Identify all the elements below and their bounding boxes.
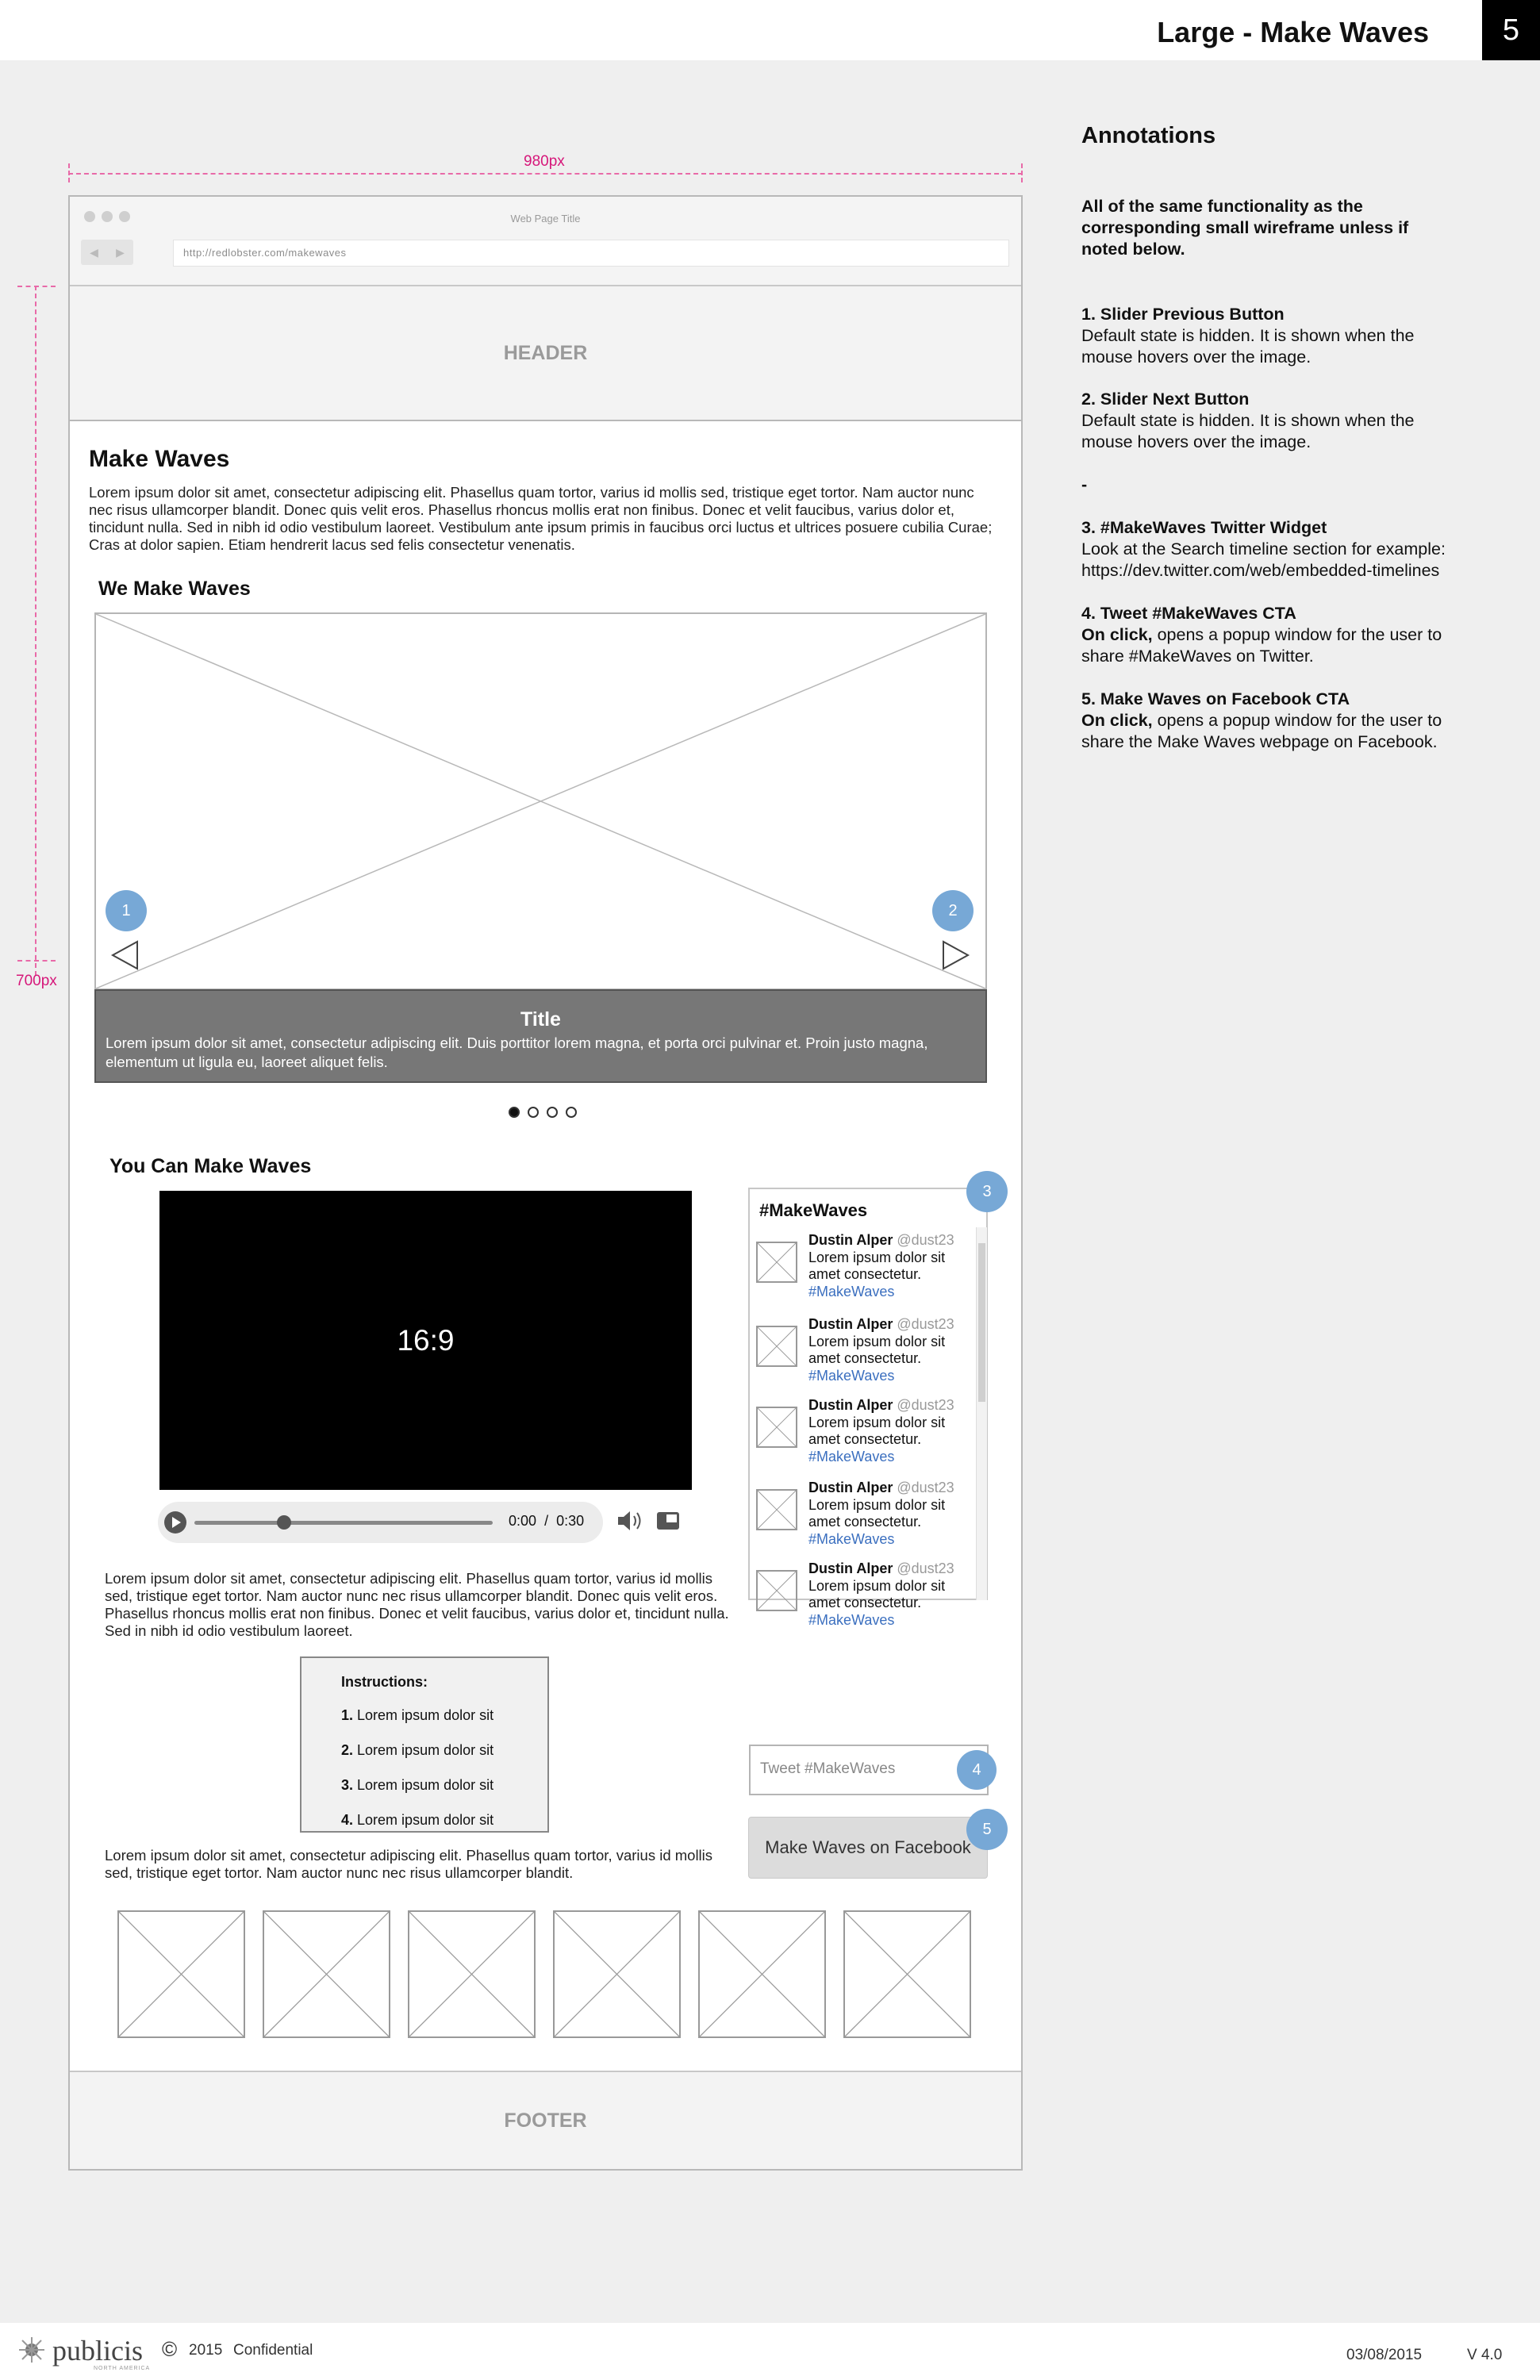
hashtag-link[interactable]: #MakeWaves (808, 1367, 895, 1384)
document-version: V 4.0 (1467, 2347, 1503, 2363)
avatar-placeholder (756, 1407, 797, 1448)
slider-caption (94, 989, 987, 1083)
annotation-badge-4: 4 (957, 1750, 997, 1790)
width-dimension-tick (1021, 163, 1023, 182)
intro-heading: Make Waves (89, 446, 230, 472)
avatar-placeholder (756, 1489, 797, 1530)
slider-pagination-dot[interactable] (547, 1107, 558, 1118)
volume-icon[interactable] (616, 1507, 644, 1534)
caption-text: Lorem ipsum dolor sit amet, consectetur adipiscing elit. Duis porttitor lorem magna, et porta orci pulvinar et. Proin justo magna, elementum ut ligula eu, laoreet aliquet felis. (106, 1035, 928, 1070)
slider-heading: We Make Waves (98, 578, 251, 600)
instruction-step: 2. Lorem ipsum dolor sit (341, 1742, 494, 1758)
thumbnail-image[interactable] (843, 1910, 971, 2038)
instruction-step: 1. Lorem ipsum dolor sit (341, 1707, 494, 1723)
footer-placeholder: FOOTER (70, 2071, 1021, 2169)
width-dimension-tick (68, 163, 70, 182)
thumbnail-image[interactable] (117, 1910, 245, 2038)
slider-next-button[interactable] (940, 939, 970, 971)
avatar-placeholder (756, 1570, 797, 1611)
video-aspect-label: 16:9 (397, 1323, 455, 1357)
slider-image-placeholder (94, 612, 987, 990)
instruction-step: 3. Lorem ipsum dolor sit (341, 1777, 494, 1793)
video-player[interactable] (159, 1191, 692, 1490)
slider-pagination-dot[interactable] (566, 1107, 577, 1118)
participate-heading: You Can Make Waves (109, 1155, 312, 1177)
slider-pagination (509, 1107, 577, 1118)
width-dimension-line (68, 173, 1023, 175)
width-dimension-label: 980px (524, 153, 565, 170)
video-time (509, 1513, 584, 1530)
hashtag-link[interactable]: #MakeWaves (808, 1530, 895, 1547)
video-controls (158, 1502, 603, 1543)
height-dimension-line (35, 286, 36, 976)
annotation-badge-1: 1 (106, 890, 147, 931)
browser-nav-buttons (81, 240, 133, 265)
tweet-feed-scrollbar[interactable] (976, 1227, 987, 1600)
annotation-item: 1. Slider Previous Button Default state is hidden. It is shown when the mouse hovers over the image. (1081, 305, 1415, 367)
annotation-badge-2: 2 (932, 890, 974, 931)
thumbnail-image[interactable] (698, 1910, 826, 2038)
fullscreen-icon[interactable] (655, 1510, 681, 1532)
annotation-item: 2. Slider Next Button Default state is hidden. It is shown when the mouse hovers over the image. (1081, 390, 1415, 451)
twitter-widget-title: #MakeWaves (759, 1200, 868, 1220)
video-progress-track[interactable] (194, 1521, 493, 1525)
window-title: Web Page Title (510, 213, 581, 225)
slider-prev-button[interactable] (110, 939, 140, 971)
thumbnail-row (117, 1910, 971, 2038)
tweet-makewaves-button[interactable]: Tweet #MakeWaves (749, 1745, 989, 1795)
hashtag-link[interactable]: #MakeWaves (808, 1611, 895, 1628)
image-placeholder-cross (96, 614, 985, 988)
annotation-item: 5. Make Waves on Facebook CTA On click, opens a popup window for the user to share the Make Waves webpage on Facebook. (1081, 689, 1442, 751)
scrollbar-thumb[interactable] (978, 1243, 985, 1402)
make-waves-facebook-button[interactable]: Make Waves on Facebook (748, 1817, 988, 1879)
bottom-bar (0, 2323, 1540, 2380)
annotation-item: 3. #MakeWaves Twitter Widget Look at the Search timeline section for example: https://dev.twitter.com/web/embedded-timelines (1081, 518, 1446, 580)
annotation-item: - (1081, 475, 1088, 494)
participate-text-2: Lorem ipsum dolor sit amet, consectetur adipiscing elit. Phasellus quam tortor, varius id mollis sed, tristique eget tortor. Nam auctor nunc nec risus ullamcorper blandit. (105, 1847, 713, 1881)
video-scrubber-handle[interactable] (277, 1515, 291, 1530)
instructions-box (300, 1656, 549, 1833)
publicis-lion-icon (17, 2336, 46, 2364)
browser-chrome (70, 197, 1021, 286)
copyright-icon: © (162, 2337, 178, 2361)
page-number: 5 (1482, 0, 1540, 60)
caption-title: Title (520, 1008, 561, 1031)
annotation-badge-5: 5 (966, 1809, 1008, 1850)
slider-pagination-dot[interactable] (509, 1107, 520, 1118)
thumbnail-image[interactable] (263, 1910, 390, 2038)
forward-arrow-icon[interactable]: ▶ (116, 245, 125, 259)
time-separator: / (544, 1513, 549, 1529)
avatar-placeholder (756, 1242, 797, 1283)
time-current: 0:00 (509, 1513, 537, 1529)
play-button[interactable] (164, 1511, 186, 1534)
header-placeholder: HEADER (70, 286, 1021, 421)
publicis-logo-subtitle: NORTH AMERICA (94, 2366, 151, 2371)
thumbnail-image[interactable] (553, 1910, 681, 2038)
annotations-intro: All of the same functionality as the corresponding small wireframe unless if noted below. (1081, 197, 1409, 259)
annotation-badge-3: 3 (966, 1171, 1008, 1212)
intro-text: Lorem ipsum dolor sit amet, consectetur adipiscing elit. Phasellus quam tortor, varius id mollis sed, tristique eget tortor. Nam auctor nunc nec risus ullamcorper blandit. Donec quis velit eros. Phasellus rhoncus mollis erat non finibus. Donec et velit faucibus, varius dolor et, tincidunt nulla. Sed in nibh id odio vestibulum laoreet. Vestibulum ante ipsum primis in faucibus orci luctus et ultrices posuere cubilia Curae; Cras at dolor sapien. Etiam hendrerit lacus sed felis consectetur venenatis. (89, 484, 993, 553)
height-dimension-tick (17, 286, 56, 287)
tweet-feed[interactable]: Dustin Alper @dust23 Lorem ipsum dolor sit amet consectetur. #MakeWaves Dustin Alper @dust23 Lorem ipsum dolor sit amet consectetur. #MakeWaves Dustin Alper @dust23 Lorem ipsum dolor sit amet consectetur. #MakeWaves Dustin Alper @dust23 Lorem ipsum dolor sit amet consectetur. #MakeWaves Dustin Alper @dust23 Lorem ipsum dolor sit amet consectetur. #MakeWaves (750, 1227, 975, 1600)
thumbnail-image[interactable] (408, 1910, 536, 2038)
back-arrow-icon[interactable]: ◀ (90, 245, 98, 259)
url-bar[interactable]: http://redlobster.com/makewaves (173, 240, 1009, 267)
wireframe-browser (68, 195, 1023, 2171)
hashtag-link[interactable]: #MakeWaves (808, 1448, 895, 1464)
document-date: 03/08/2015 (1346, 2347, 1423, 2363)
participate-text-1: Lorem ipsum dolor sit amet, consectetur adipiscing elit. Phasellus quam tortor, varius id mollis sed, tristique eget tortor. Nam auctor nunc nec risus ullamcorper blandit. Donec quis velit eros. Phasellus rhoncus mollis erat non finibus. Donec et velit faucibus, varius dolor et, tincidunt nulla. Sed in nibh id odio vestibulum laoreet. (105, 1570, 729, 1639)
instruction-step: 4. Lorem ipsum dolor sit (341, 1812, 494, 1828)
twitter-widget (748, 1188, 988, 1628)
height-dimension-label: 700px (16, 973, 57, 989)
top-bar (0, 0, 1540, 60)
annotation-item: 4. Tweet #MakeWaves CTA On click, opens a popup window for the user to share #MakeWaves on Twitter. (1081, 604, 1442, 666)
avatar-placeholder (756, 1326, 797, 1367)
copyright-year: 2015 (189, 2342, 223, 2359)
play-icon (164, 1511, 186, 1534)
instructions-title: Instructions: (341, 1674, 428, 1690)
slider-pagination-dot[interactable] (528, 1107, 539, 1118)
height-dimension-tick (17, 960, 56, 962)
hashtag-link[interactable]: #MakeWaves (808, 1283, 895, 1299)
time-total: 0:30 (556, 1513, 585, 1529)
publicis-logo: publicis (52, 2335, 143, 2367)
annotations-heading: Annotations (1081, 123, 1216, 148)
page-title: Large - Make Waves (1157, 16, 1429, 48)
confidential-label: Confidential (233, 2342, 313, 2359)
